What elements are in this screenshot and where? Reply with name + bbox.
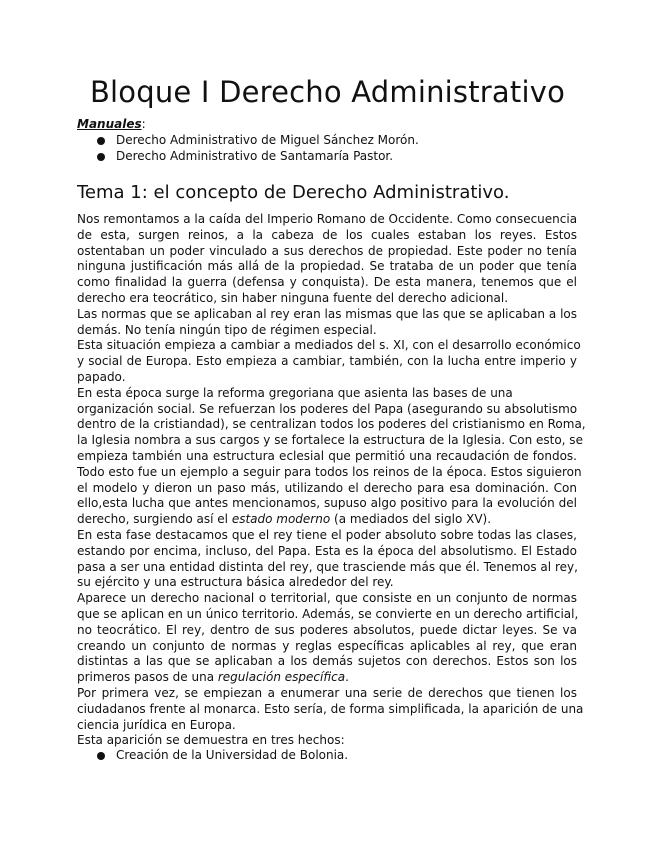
fact-text: Creación de la Universidad de Bolonia. <box>116 748 349 762</box>
text-segment: . <box>345 670 349 685</box>
bullet-icon <box>97 153 105 161</box>
text-line: su ejército y una estructura básica alrededor del rey. <box>77 575 394 590</box>
facts-list <box>77 748 348 764</box>
text-line <box>77 670 577 686</box>
text-line: Esta situación empieza a cambiar a mediados del s. XI, con el desarrollo económico <box>77 338 581 353</box>
text-line: ciudadanos frente al monarca. Esto sería, de forma simplificada, la aparición de una <box>77 701 584 716</box>
body-text <box>77 212 586 749</box>
text-line: En esta época surge la reforma gregoriana que asienta las bases de una <box>77 385 513 400</box>
document-title: Bloque I Derecho Administrativo <box>89 75 566 109</box>
section-title: Tema 1: el concepto de Derecho Administrativo. <box>77 182 510 203</box>
text-segment: primeros pasos de una <box>77 670 218 685</box>
manuals-list <box>77 133 419 164</box>
text-line: empieza también una estructura eclesial que permitió una recaudación de fondos. <box>77 448 577 463</box>
text-line: Nos remontamos a la caída del Imperio Romano de Occidente. Como consecuencia <box>77 212 578 226</box>
text-segment: (a mediados del siglo XV). <box>330 512 492 527</box>
list-item <box>77 748 348 764</box>
emphasis-regulacion-especifica: regulación específica <box>217 670 346 685</box>
manual-text: Derecho Administrativo de Miguel Sánchez Morón. <box>116 133 419 147</box>
text-line: pasa a ser una entidad distinta del rey, que trasciende más que él. Tenemos al rey, <box>77 559 578 574</box>
text-line: derecho era teocrático, sin haber ninguna fuente del derecho adicional. <box>77 290 509 305</box>
text-line: como finalidad la guerra (defensa y conquista). De esta manera, tenemos que el <box>77 275 577 290</box>
text-line: el modelo y dieron un paso más, utilizando el derecho para esa dominación. Con <box>77 480 577 495</box>
manuals-colon: : <box>141 117 146 131</box>
text-line: ciencia jurídica en Europa. <box>77 717 236 732</box>
text-line: Aparece un derecho nacional o territorial, que consiste en un conjunto de normas <box>77 591 577 606</box>
text-line: En esta fase destacamos que el rey tiene el poder absoluto sobre todas las clases, <box>77 527 577 542</box>
text-line: ello,esta lucha que antes mencionamos, supuso algo positivo para la evolución del <box>77 496 577 511</box>
text-line: organización social. Se refuerzan los poderes del Papa (asegurando su absolutismo <box>77 401 578 416</box>
text-segment: derecho, surgiendo así el <box>77 512 232 527</box>
text-line: Esta aparición se demuestra en tres hechos: <box>77 733 345 748</box>
manuals-label: Manuales <box>77 117 142 131</box>
text-line: demás. No tenía ningún tipo de régimen especial. <box>77 322 377 337</box>
text-line: que se aplican en un único territorio. Además, se convierte en un derecho artificial, <box>77 606 579 621</box>
text-line <box>77 512 577 528</box>
bullet-icon <box>97 752 105 760</box>
list-item <box>77 149 419 165</box>
text-line: Por primera vez, se empiezan a enumerar una serie de derechos que tienen los <box>77 685 577 700</box>
emphasis-estado-moderno: estado moderno <box>231 512 331 527</box>
list-item <box>77 133 419 149</box>
text-line: de esta, surgen reinos, a la cabeza de los cuales estaban los reyes. Estos <box>77 227 577 242</box>
text-line: distintas a las que se aplicaban a los demás sujetos con derechos. Estos son los <box>77 654 577 669</box>
text-line: y social de Europa. Esto empieza a cambiar, también, con la lucha entre imperio y <box>77 354 577 369</box>
text-line: ninguna justificación más allá de la propiedad. Se trataba de un poder que tenía <box>77 259 577 274</box>
text-line: la Iglesia nombra a sus cargos y se fortalece la estructura de la Iglesia. Con esto, se <box>77 433 583 448</box>
text-line: Las normas que se aplicaban al rey eran las mismas que las que se aplicaban a los <box>77 306 577 321</box>
manuals-heading <box>77 116 146 132</box>
text-line: estando por encima, incluso, del Papa. Esta es la época del absolutismo. El Estado <box>77 543 577 558</box>
text-line: papado. <box>77 369 126 384</box>
text-line: creando un conjunto de normas y reglas específicas aplicables al rey, que eran <box>77 638 577 653</box>
bullet-icon <box>97 137 105 145</box>
text-line: ostentaban un poder vinculado a sus derechos de propiedad. Este poder no tenía <box>77 243 577 258</box>
text-line: no teocrático. El rey, dentro de sus poderes absolutos, puede dictar leyes. Se va <box>77 622 577 637</box>
text-line: Todo esto fue un ejemplo a seguir para todos los reinos de la época. Estos siguieron <box>77 464 582 479</box>
text-line: dentro de la cristiandad), se centralizan todos los poderes del cristianismo en Roma, <box>77 417 586 432</box>
manual-text: Derecho Administrativo de Santamaría Pastor. <box>116 148 394 163</box>
